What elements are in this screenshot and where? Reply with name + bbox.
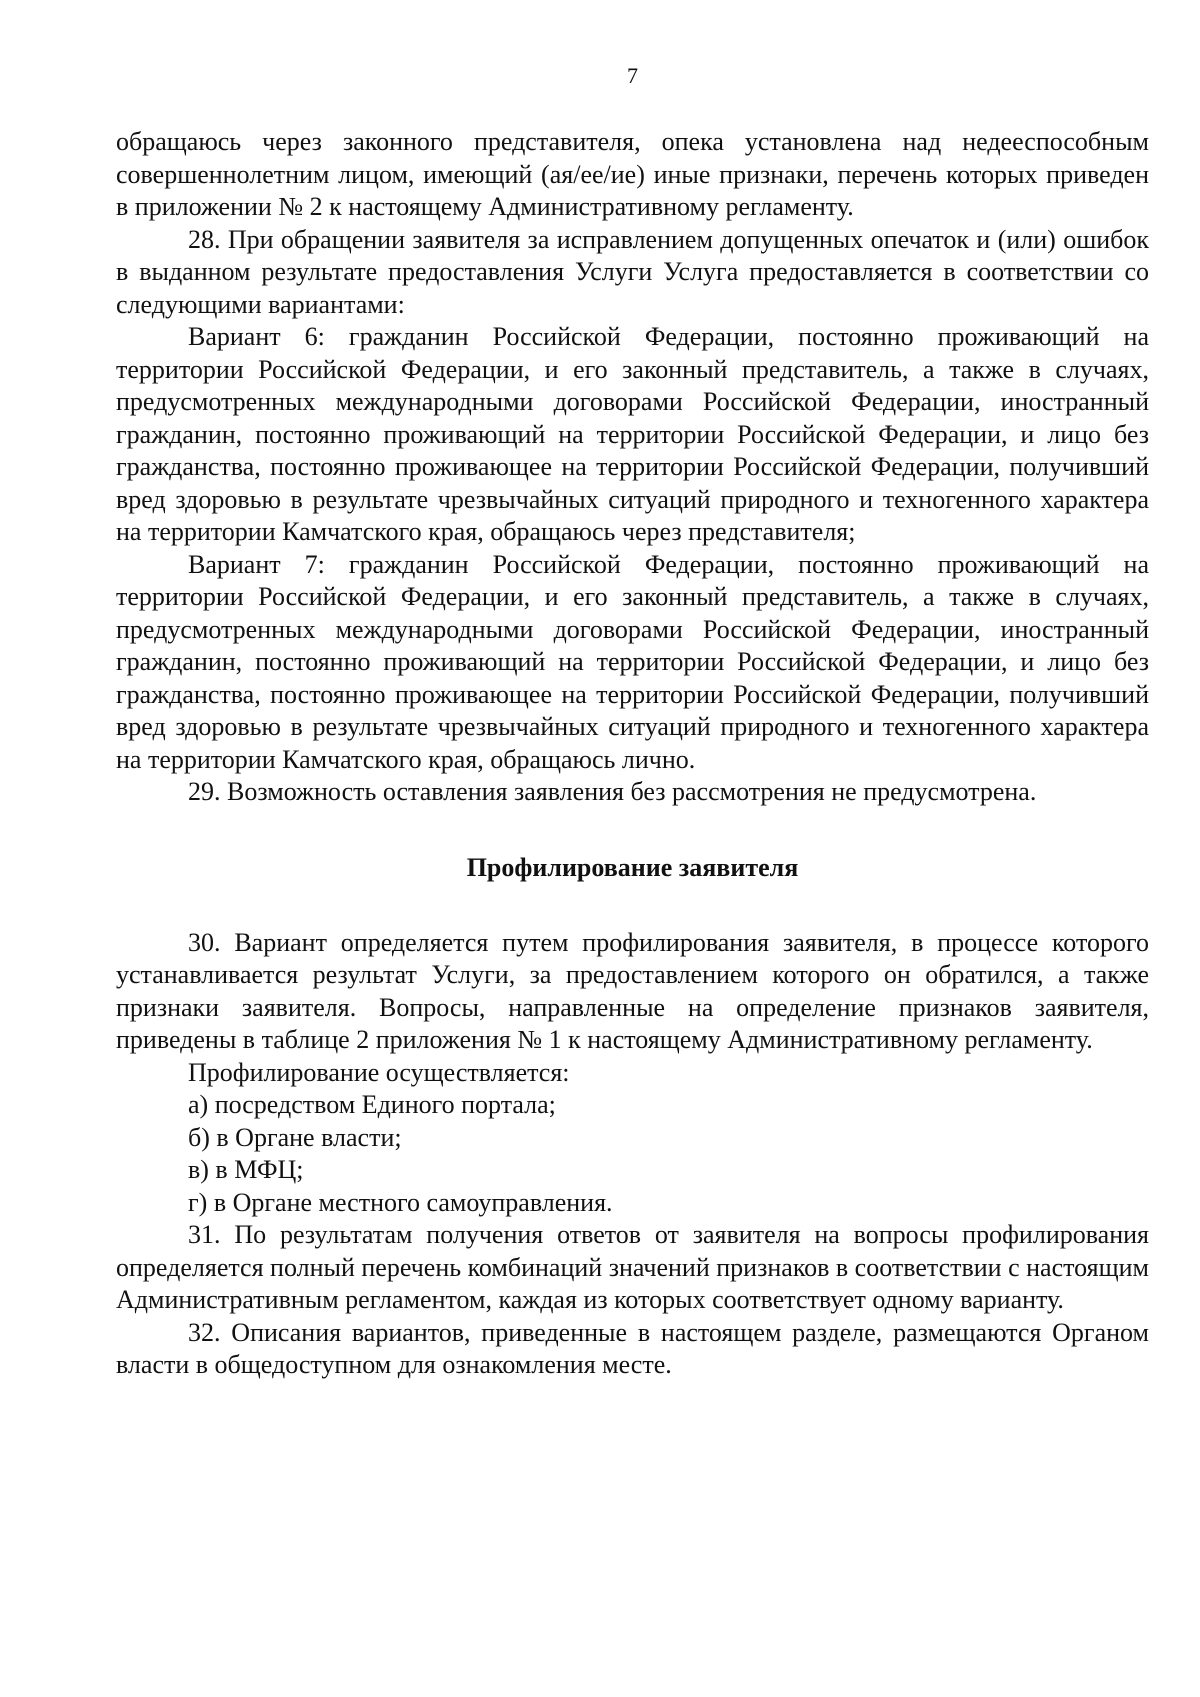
paragraph-variant-7: Вариант 7: гражданин Российской Федерации, постоянно проживающий на территории Российской Федерации, и его законный представитель, а также в случаях, предусмотренных международными договорами Российской Федерации, иностранный гражданин, постоянно проживающий на территории Российской Федерации, и лицо без гражданства, постоянно проживающее на территории Российской Федерации, получивший вред здоровью в результате чрезвычайных ситуаций природного и техногенного характера на территории Камчатского края, обращаюсь лично. <box>116 549 1149 774</box>
list-item-b: б) в Органе власти; <box>188 1122 402 1152</box>
section-title: Профилирование заявителя <box>466 852 799 882</box>
paragraph-item-30: 30. Вариант определяется путем профилирования заявителя, в процессе которого устанавливается результат Услуги, за предоставлением которого он обратился, а также признаки заявителя. Вопросы, направленные на определение признаков заявителя, приведены в таблице 2 приложения № 1 к настоящему Административному регламенту. <box>116 927 1149 1054</box>
paragraph-item-32: 32. Описания вариантов, приведенные в настоящем разделе, размещаются Органом власти в общедоступном для ознакомления месте. <box>116 1317 1149 1379</box>
document-page <box>116 62 1149 1382</box>
paragraph-profiling-intro: Профилирование осуществляется: <box>188 1057 570 1087</box>
list-item-g: г) в Органе местного самоуправления. <box>188 1187 613 1217</box>
paragraph-item-29: 29. Возможность оставления заявления без рассмотрения не предусмотрена. <box>188 777 1037 806</box>
paragraph: обращаюсь через законного представителя, опека установлена над недееспособным совершеннолетним лицом, имеющий (ая/ее/ие) иные признаки, перечень которых приведен в приложении № 2 к настоящему Административному регламенту. <box>116 127 1149 221</box>
list-item-v: в) в МФЦ; <box>188 1155 304 1184</box>
page-number: 7 <box>627 63 638 88</box>
paragraph-item-31: 31. По результатам получения ответов от заявителя на вопросы профилирования определяется полный перечень комбинаций значений признаков в соответствии с настоящим Административным регламентом, каждая из которых соответствует одному варианту. <box>116 1220 1149 1314</box>
list-item-a: а) посредством Единого портала; <box>188 1090 556 1119</box>
paragraph-item-28: 28. При обращении заявителя за исправлением допущенных опечаток и (или) ошибок в выданном результате предоставления Услуги Услуга предоставляется в соответствии со следующими вариантами: <box>116 224 1149 319</box>
paragraph-variant-6: Вариант 6: гражданин Российской Федерации, постоянно проживающий на территории Российской Федерации, и его законный представитель, а также в случаях, предусмотренных международными договорами Российской Федерации, иностранный гражданин, постоянно проживающий на территории Российской Федерации, и лицо без гражданства, постоянно проживающее на территории Российской Федерации, получивший вред здоровью в результате чрезвычайных ситуаций природного и техногенного характера на территории Камчатского края, обращаюсь через представителя; <box>116 322 1149 546</box>
